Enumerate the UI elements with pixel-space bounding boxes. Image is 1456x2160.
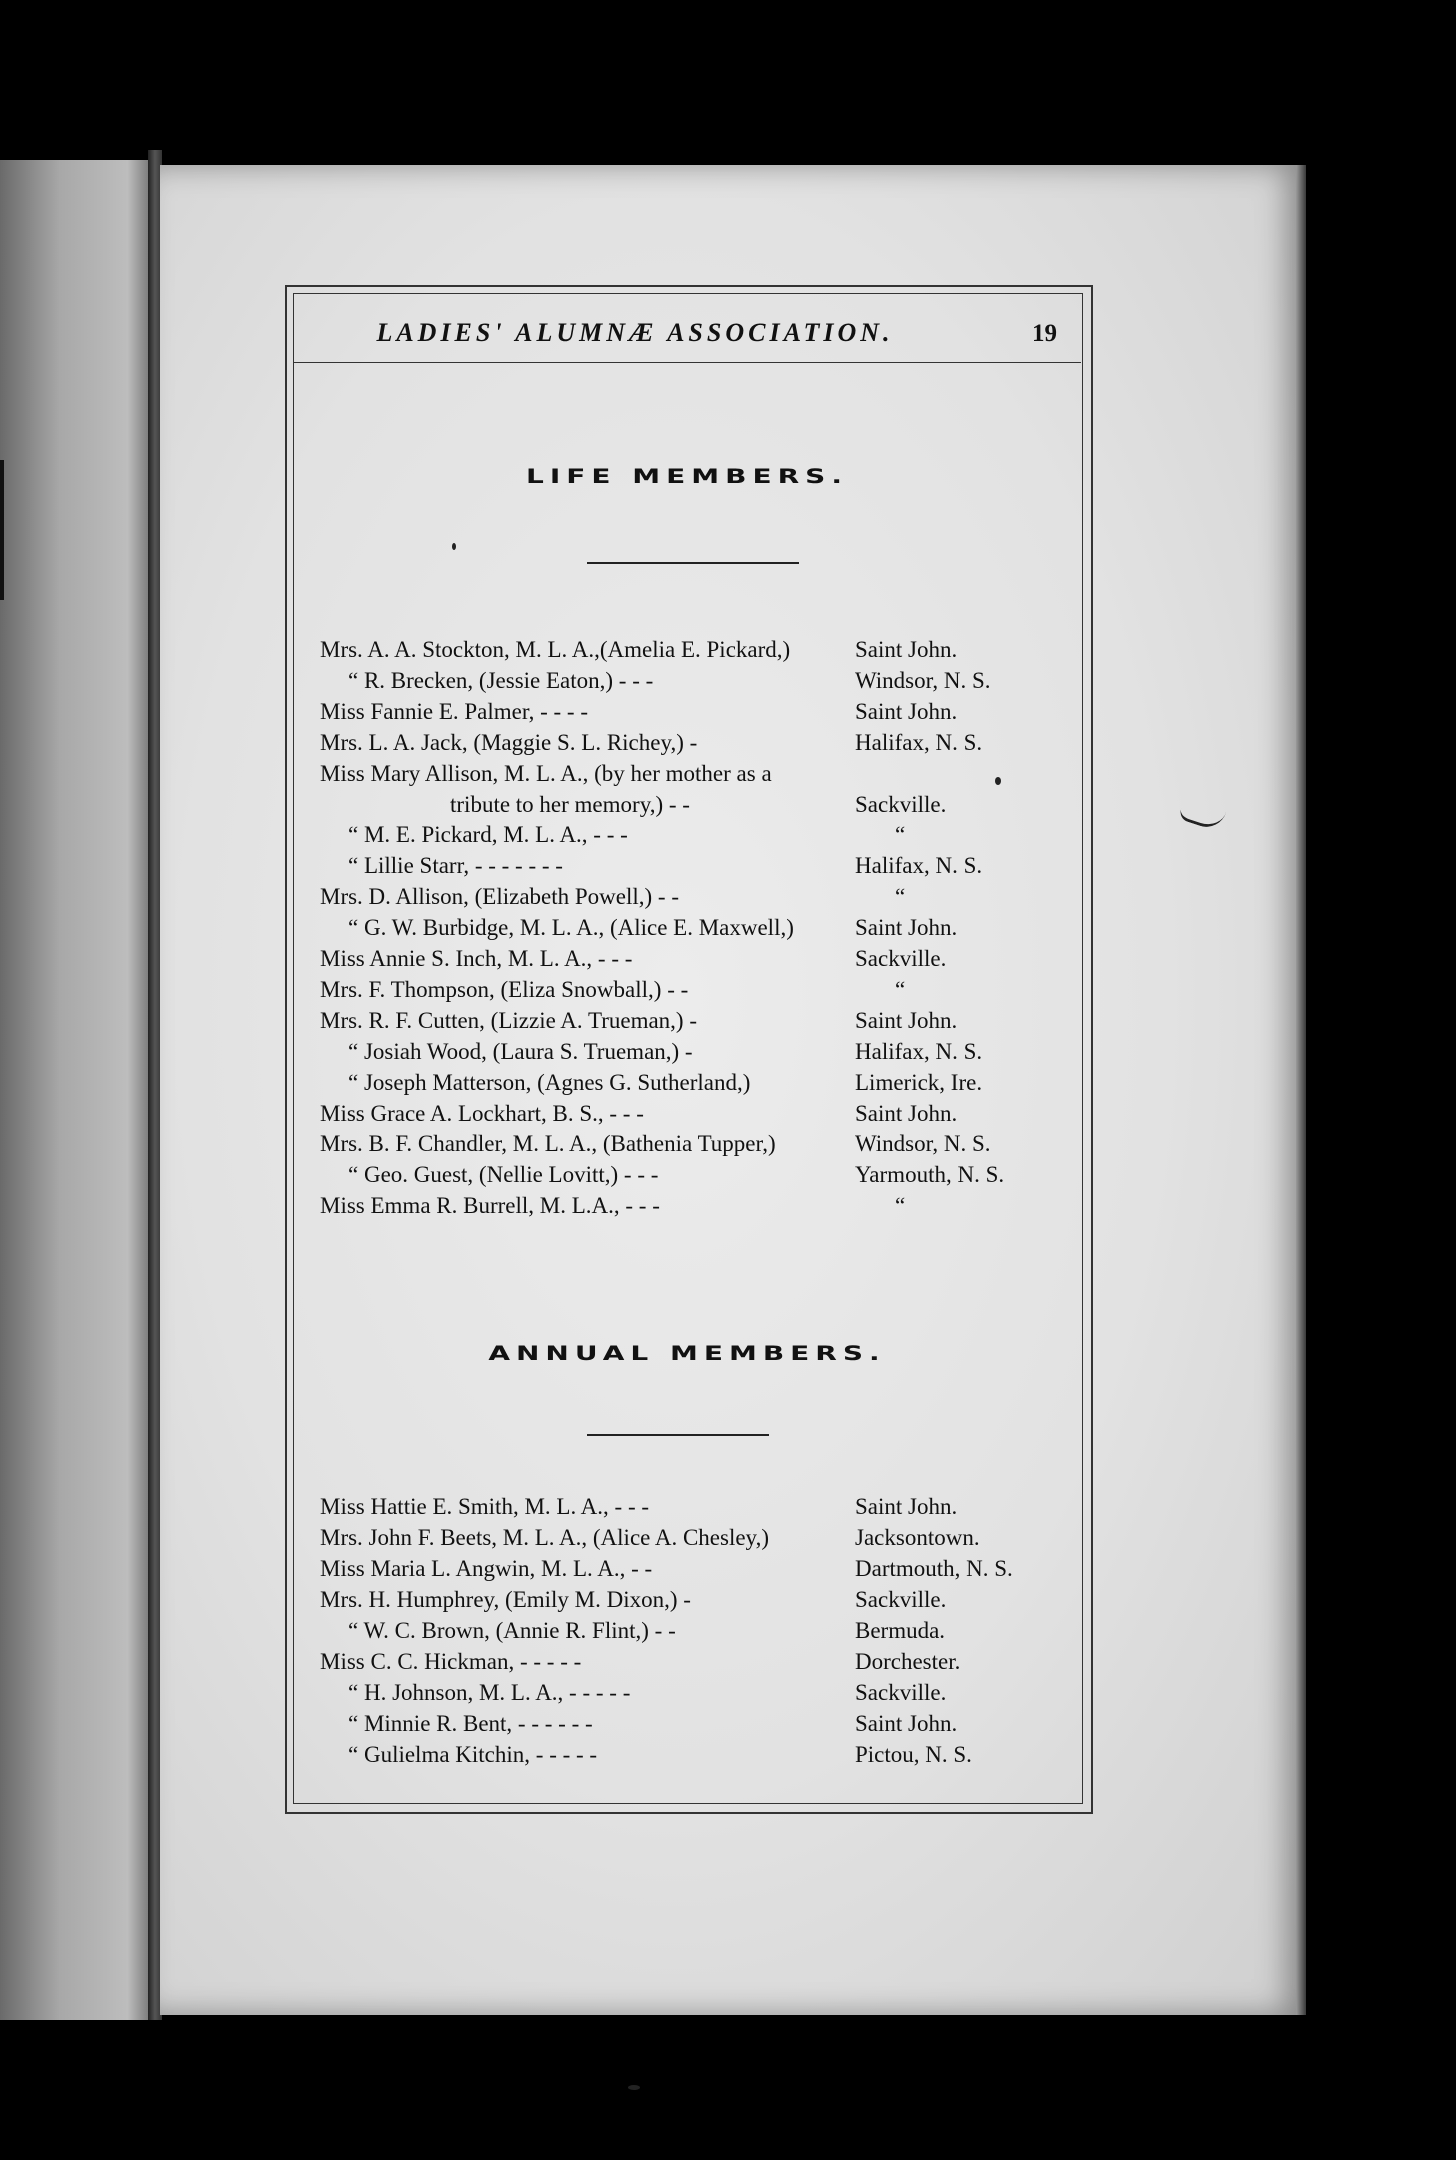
member-name: “ Geo. Guest, (Nellie Lovitt,) - - - [348, 1162, 659, 1188]
member-row [320, 851, 1060, 881]
member-name: “ Lillie Starr, - - - - - - - [348, 853, 563, 879]
member-place: “ [895, 884, 906, 910]
member-place: Sackville. [855, 946, 947, 971]
member-name: “ Josiah Wood, (Laura S. Trueman,) - [348, 1038, 693, 1064]
member-row [320, 635, 1060, 665]
member-name: Mrs. John F. Beets, M. L. A., (Alice A. Chesley,) [320, 1525, 769, 1550]
member-name: “ R. Brecken, (Jessie Eaton,) - - - [348, 667, 654, 693]
member-place: Sackville. [855, 1680, 947, 1705]
member-place: Sackville. [855, 1587, 947, 1612]
page-number: 19 [1032, 320, 1057, 347]
member-row [320, 882, 1060, 912]
member-name: Miss Maria L. Angwin, M. L. A., - - [320, 1556, 653, 1581]
facing-page-edge [0, 160, 150, 2020]
member-row [320, 1647, 1060, 1677]
facing-page-mark [0, 460, 4, 600]
member-place: “ [895, 1193, 906, 1219]
member-place: Saint John. [855, 637, 958, 662]
member-place: “ [895, 822, 906, 848]
member-place: Windsor, N. S. [855, 667, 991, 693]
member-row [320, 913, 1060, 943]
member-place: Yarmouth, N. S. [855, 1162, 1005, 1188]
member-place: Pictou, N. S. [855, 1742, 972, 1767]
running-head: LADIES' ALUMNÆ ASSOCIATION. [376, 318, 894, 347]
member-row [320, 1740, 1060, 1770]
member-name: Miss Annie S. Inch, M. L. A., - - - [320, 946, 633, 971]
member-row [320, 1709, 1060, 1739]
member-place: Saint John. [855, 1007, 958, 1033]
member-name: “ W. C. Brown, (Annie R. Flint,) - - [348, 1618, 676, 1643]
member-name: “ Joseph Matterson, (Agnes G. Sutherland,) [348, 1069, 751, 1095]
member-row [320, 1616, 1060, 1646]
member-row [320, 1678, 1060, 1708]
member-place: Halifax, N. S. [855, 1038, 983, 1064]
member-row [320, 666, 1060, 696]
annual-members-heading: ANNUAL MEMBERS. [488, 1341, 886, 1366]
member-name: Mrs. B. F. Chandler, M. L. A., (Bathenia Tupper,) [320, 1131, 776, 1157]
member-place: Windsor, N. S. [855, 1131, 991, 1157]
member-row [320, 790, 1060, 820]
member-name: Mrs. D. Allison, (Elizabeth Powell,) - - [320, 884, 680, 910]
member-name: “ Minnie R. Bent, - - - - - - [348, 1711, 593, 1736]
member-place: Saint John. [855, 915, 958, 941]
member-row [320, 697, 1060, 727]
member-name: Miss Fannie E. Palmer, - - - - [320, 698, 589, 724]
member-name: Miss Emma R. Burrell, M. L.A., - - - [320, 1193, 660, 1219]
member-name: Miss C. C. Hickman, - - - - - [320, 1649, 582, 1674]
member-name: Miss Grace A. Lockhart, B. S., - - - [320, 1100, 644, 1126]
header-rule [293, 362, 1081, 363]
annual-members-rule [587, 1434, 769, 1436]
life-members-heading: LIFE MEMBERS. [526, 464, 848, 489]
member-name: Miss Mary Allison, M. L. A., (by her mother as a [320, 760, 772, 786]
member-place: Dorchester. [855, 1649, 961, 1674]
member-row [320, 728, 1060, 758]
member-place: Bermuda. [855, 1618, 946, 1643]
member-place: Halifax, N. S. [855, 729, 983, 755]
ink-speck [628, 2085, 640, 2090]
member-row [320, 944, 1060, 974]
member-row [320, 975, 1060, 1005]
member-place: Halifax, N. S. [855, 853, 983, 879]
member-row [320, 1037, 1060, 1067]
member-row [320, 1523, 1060, 1553]
page-edge-shadow [1296, 165, 1306, 2015]
member-name: tribute to her memory,) - - [450, 791, 690, 817]
member-row [320, 1554, 1060, 1584]
ink-speck [452, 543, 456, 550]
member-name: Mrs. H. Humphrey, (Emily M. Dixon,) - [320, 1587, 691, 1612]
member-place: Limerick, Ire. [855, 1069, 983, 1095]
member-place: Saint John. [855, 1711, 958, 1736]
life-members-rule [587, 562, 799, 564]
member-row [320, 759, 1060, 789]
member-name: “ Gulielma Kitchin, - - - - - [348, 1742, 598, 1767]
member-row [320, 1099, 1060, 1129]
member-place: Saint John. [855, 1100, 958, 1126]
member-place: Sackville. [855, 791, 947, 817]
ink-speck [995, 777, 1001, 785]
member-row [320, 1492, 1060, 1522]
member-row [320, 1585, 1060, 1615]
member-name: “ H. Johnson, M. L. A., - - - - - [348, 1680, 631, 1705]
member-name: Mrs. F. Thompson, (Eliza Snowball,) - - [320, 976, 689, 1002]
member-name: Mrs. R. F. Cutten, (Lizzie A. Trueman,) - [320, 1007, 697, 1033]
member-row [320, 820, 1060, 850]
member-name: Miss Hattie E. Smith, M. L. A., - - - [320, 1494, 650, 1519]
member-place: Dartmouth, N. S. [855, 1556, 1013, 1581]
member-place: Saint John. [855, 1494, 958, 1519]
member-row [320, 1006, 1060, 1036]
member-name: Mrs. A. A. Stockton, M. L. A.,(Amelia E. Pickard,) [320, 637, 791, 662]
member-place: “ [895, 976, 906, 1002]
member-name: “ M. E. Pickard, M. L. A., - - - [348, 822, 628, 848]
member-row [320, 1068, 1060, 1098]
member-place: Saint John. [855, 698, 958, 724]
member-name: “ G. W. Burbidge, M. L. A., (Alice E. Maxwell,) [348, 915, 794, 941]
member-place: Jacksontown. [855, 1525, 980, 1550]
member-row [320, 1160, 1060, 1190]
member-row [320, 1191, 1060, 1221]
member-row [320, 1129, 1060, 1159]
member-name: Mrs. L. A. Jack, (Maggie S. L. Richey,) - [320, 729, 698, 755]
